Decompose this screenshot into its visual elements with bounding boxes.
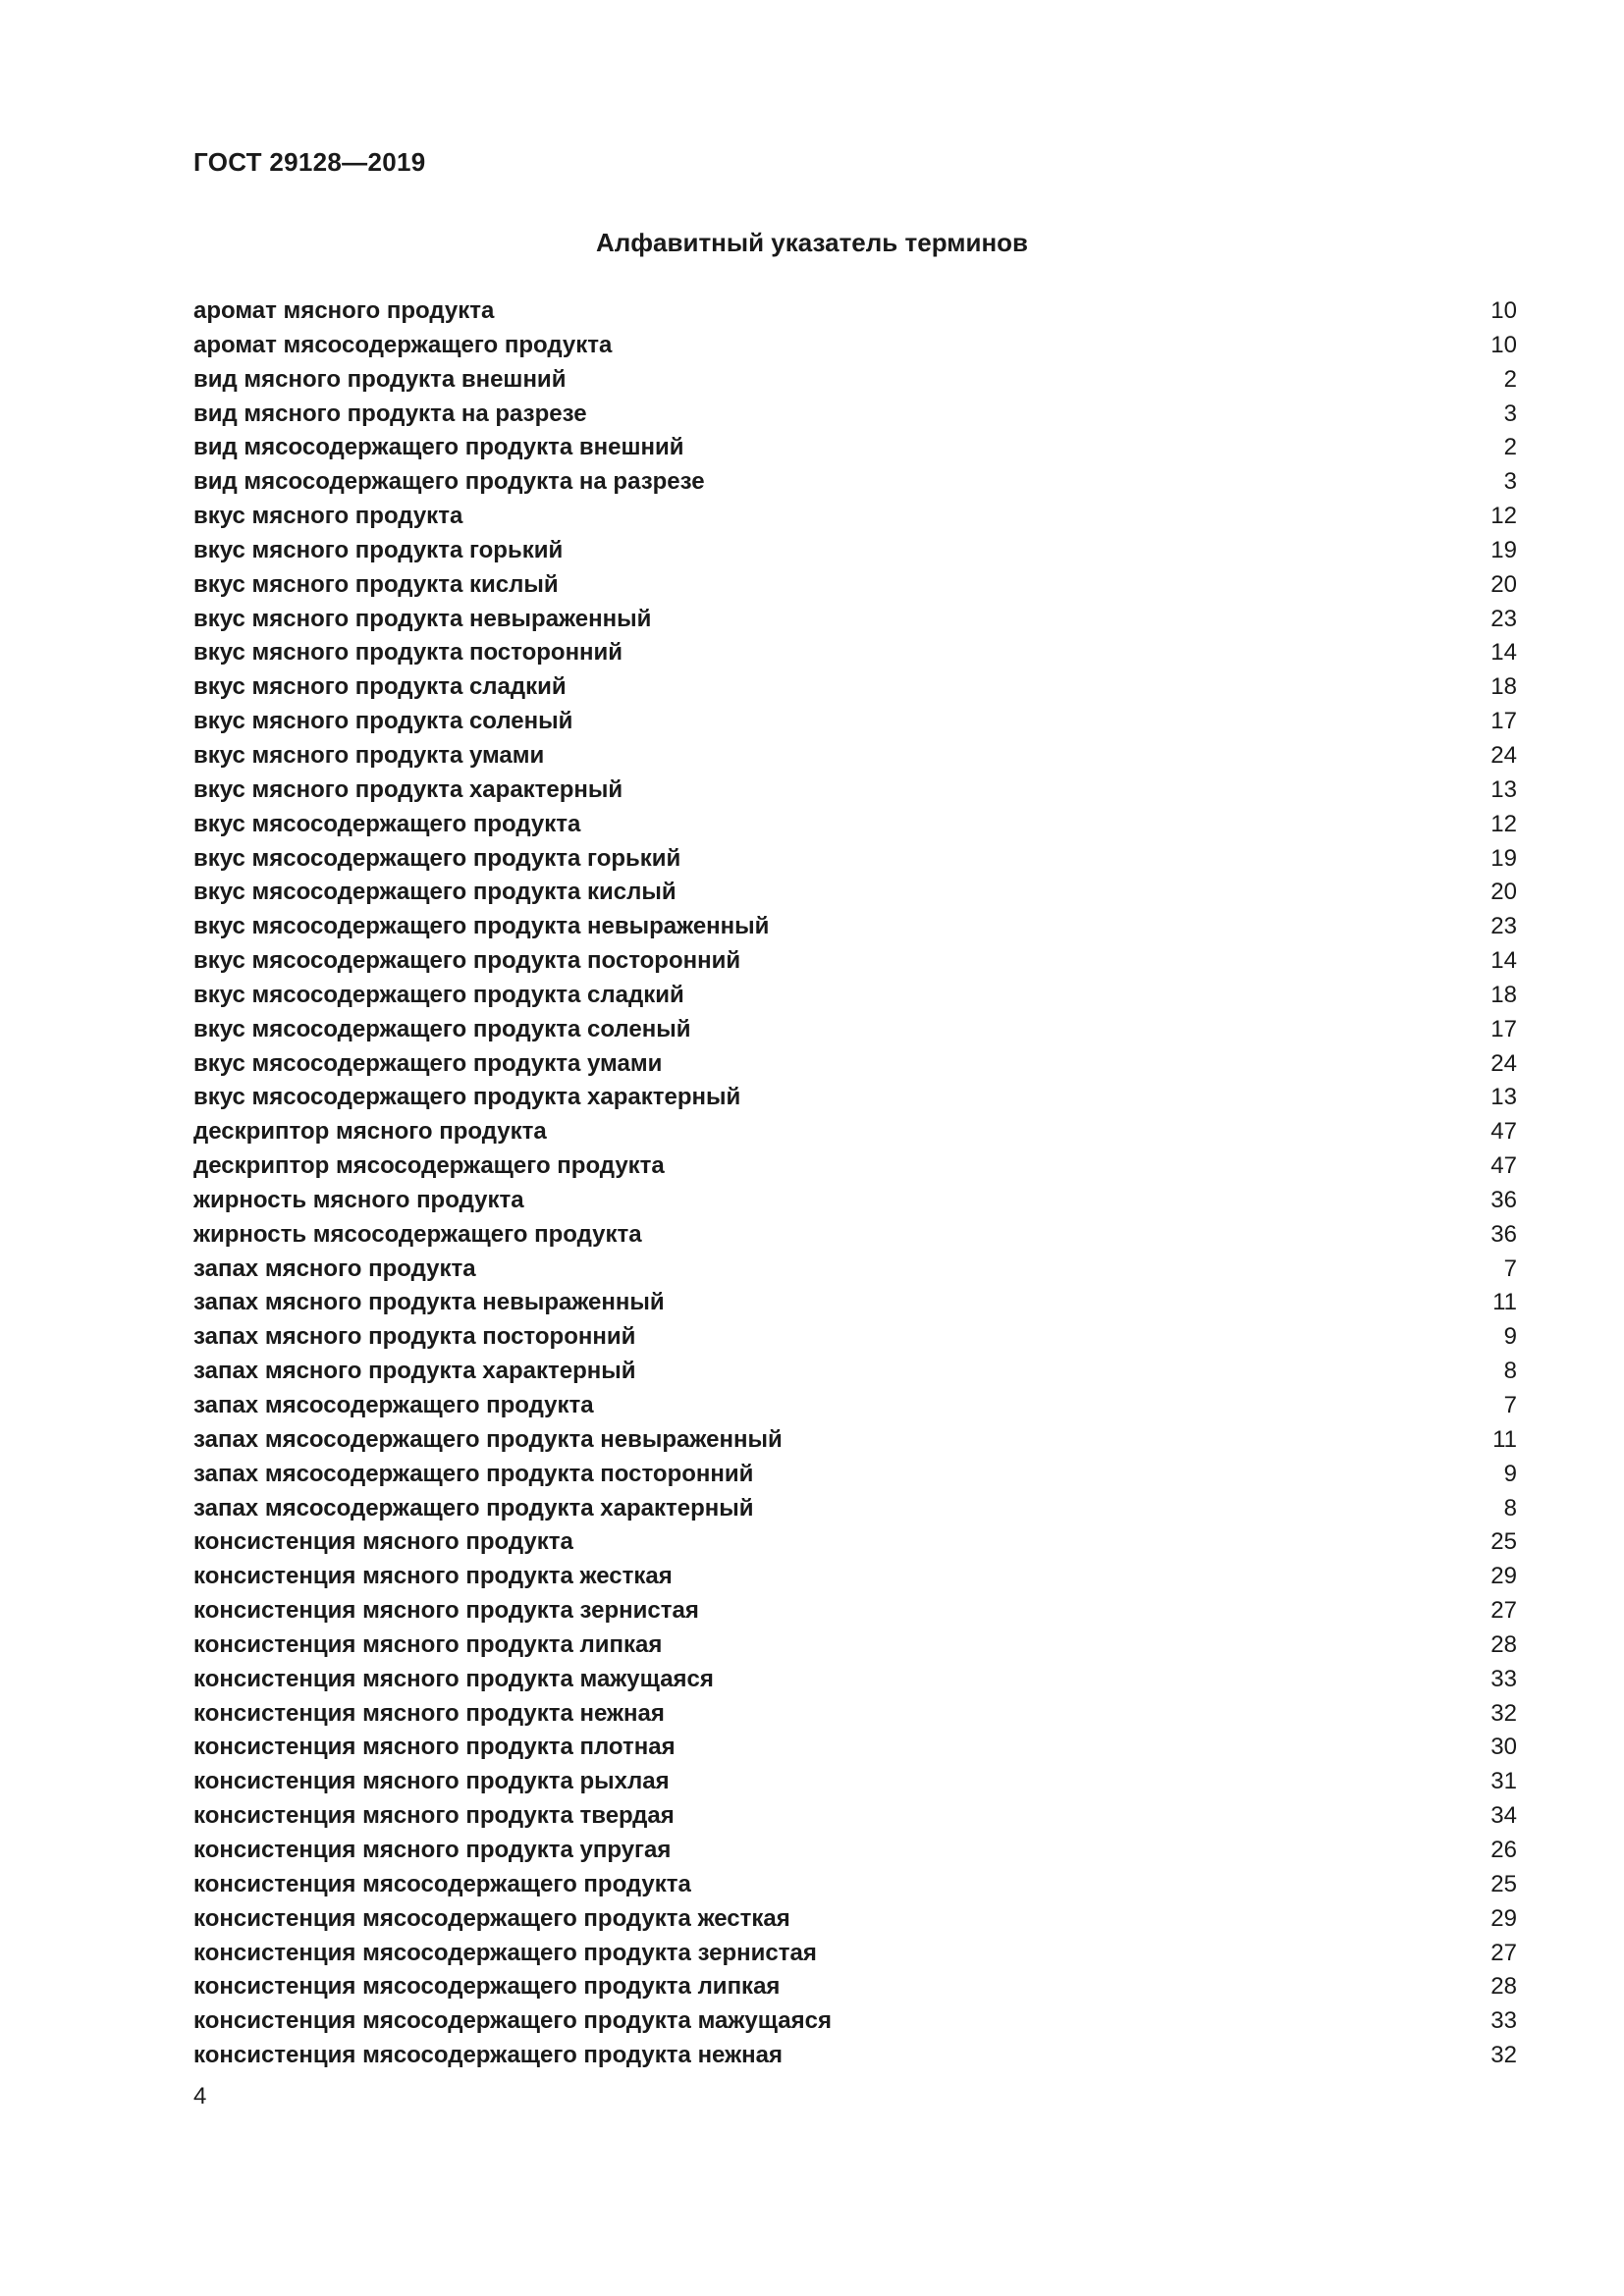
- index-term-number: 17: [1490, 708, 1517, 735]
- index-entry: [193, 774, 1517, 808]
- index-term-number: 23: [1490, 605, 1517, 632]
- index-term-number: 12: [1490, 503, 1517, 530]
- index-entry: [193, 1970, 1517, 2004]
- index-term: консистенция мясного продукта мажущаяся: [193, 1665, 714, 1692]
- index-entry: [193, 979, 1517, 1013]
- index-term: аромат мясного продукта: [193, 297, 495, 324]
- index-term-number: 25: [1490, 1870, 1517, 1897]
- index-title: Алфавитный указатель терминов: [595, 228, 1029, 257]
- index-term-number: 36: [1490, 1186, 1517, 1213]
- index-term-number: 24: [1490, 741, 1517, 769]
- index-term: вкус мясного продукта: [193, 503, 463, 530]
- index-term-number: 34: [1490, 1802, 1517, 1830]
- index-term: вкус мясосодержащего продукта сладкий: [193, 981, 684, 1008]
- index-term: дескриптор мясосодержащего продукта: [193, 1152, 665, 1180]
- index-term-number: 25: [1490, 1528, 1517, 1556]
- index-term-number: 28: [1490, 1630, 1517, 1658]
- index-term: запах мясного продукта посторонний: [193, 1323, 636, 1351]
- index-term-number: 27: [1490, 1939, 1517, 1966]
- index-term-number: 32: [1490, 2042, 1517, 2069]
- index-term: консистенция мясосодержащего продукта нежная: [193, 2042, 783, 2069]
- index-term-number: 24: [1490, 1049, 1517, 1077]
- index-term: вкус мясосодержащего продукта соленый: [193, 1015, 691, 1042]
- index-term: вкус мясосодержащего продукта посторонний: [193, 947, 741, 975]
- index-term: консистенция мясного продукта липкая: [193, 1630, 663, 1658]
- index-term: консистенция мясного продукта: [193, 1528, 573, 1556]
- index-entry: [193, 603, 1517, 637]
- index-entry: [193, 2004, 1517, 2039]
- index-term-number: 14: [1490, 947, 1517, 975]
- index-term: консистенция мясного продукта нежная: [193, 1699, 665, 1727]
- index-term-number: 33: [1490, 2007, 1517, 2035]
- index-entry: [193, 808, 1517, 842]
- index-term-number: 26: [1490, 1836, 1517, 1863]
- index-entry: [193, 910, 1517, 944]
- index-term: консистенция мясосодержащего продукта мажущаяся: [193, 2007, 832, 2035]
- index-entry: [193, 568, 1517, 603]
- index-entry: [193, 1423, 1517, 1458]
- index-term-number: 11: [1492, 1425, 1517, 1453]
- index-term-number: 18: [1490, 673, 1517, 701]
- document-code: ГОСТ 29128—2019: [193, 147, 426, 177]
- index-entry: [193, 1834, 1517, 1868]
- index-entry: [193, 363, 1517, 398]
- index-term: аромат мясосодержащего продукта: [193, 331, 613, 358]
- index-term-number: 29: [1490, 1563, 1517, 1590]
- index-entry: [193, 1560, 1517, 1594]
- index-term: вкус мясосодержащего продукта кислый: [193, 879, 677, 906]
- index-term-number: 7: [1503, 1392, 1517, 1418]
- index-entry: [193, 329, 1517, 363]
- index-term-number: 29: [1490, 1904, 1517, 1932]
- index-term: вкус мясосодержащего продукта невыраженный: [193, 913, 770, 940]
- index-term: вкус мясного продукта кислый: [193, 570, 559, 598]
- index-term: консистенция мясосодержащего продукта: [193, 1870, 691, 1897]
- index-entry: [193, 1218, 1517, 1253]
- index-term: запах мясосодержащего продукта: [193, 1392, 594, 1418]
- index-term: консистенция мясного продукта рыхлая: [193, 1768, 670, 1795]
- index-entry: [193, 1013, 1517, 1047]
- index-entry: [193, 294, 1517, 329]
- index-entry: [193, 1320, 1517, 1355]
- index-entry: [193, 1047, 1517, 1082]
- index-entry: [193, 1594, 1517, 1629]
- index-term-number: 13: [1490, 775, 1517, 803]
- index-term-number: 11: [1492, 1289, 1517, 1316]
- index-term-number: 47: [1490, 1152, 1517, 1180]
- index-term: вкус мясного продукта соленый: [193, 708, 573, 735]
- index-entry: [193, 1525, 1517, 1560]
- index-term-number: 3: [1503, 400, 1517, 427]
- index-term: вкус мясного продукта умами: [193, 741, 545, 769]
- index-term: вкус мясного продукта сладкий: [193, 673, 567, 701]
- index-entry: [193, 670, 1517, 705]
- index-entry: [193, 1697, 1517, 1732]
- index-term-number: 3: [1503, 468, 1517, 496]
- index-term: вкус мясосодержащего продукта: [193, 810, 581, 837]
- index-term: консистенция мясного продукта жесткая: [193, 1563, 673, 1590]
- index-term-number: 13: [1490, 1084, 1517, 1111]
- index-entry: [193, 1902, 1517, 1937]
- index-term: вкус мясного продукта горький: [193, 536, 564, 563]
- index-term-number: 19: [1490, 536, 1517, 563]
- index-entry: [193, 431, 1517, 465]
- index-entry: [193, 705, 1517, 739]
- index-term-number: 12: [1490, 810, 1517, 837]
- index-entry: [193, 1115, 1517, 1149]
- index-term-number: 8: [1503, 1358, 1517, 1385]
- index-term: консистенция мясного продукта упругая: [193, 1836, 672, 1863]
- index-term: консистенция мясосодержащего продукта зернистая: [193, 1939, 817, 1966]
- index-term-number: 31: [1490, 1768, 1517, 1795]
- index-entry: [193, 1937, 1517, 1971]
- index-entry: [193, 1629, 1517, 1663]
- index-entry: [193, 1389, 1517, 1423]
- index-entry: [193, 1663, 1517, 1697]
- index-entry: [193, 1184, 1517, 1218]
- index-entry: [193, 1253, 1517, 1287]
- index-term: консистенция мясосодержащего продукта липкая: [193, 1973, 781, 2001]
- index-entry: [193, 1492, 1517, 1526]
- index-term-number: 9: [1503, 1460, 1517, 1487]
- index-entry: [193, 398, 1517, 432]
- index-term-number: 2: [1503, 365, 1517, 393]
- index-term: вкус мясосодержащего продукта умами: [193, 1049, 663, 1077]
- index-term-number: 47: [1490, 1118, 1517, 1146]
- index-term: консистенция мясного продукта зернистая: [193, 1597, 699, 1625]
- index-term-number: 8: [1503, 1494, 1517, 1522]
- index-term-number: 20: [1490, 879, 1517, 906]
- index-entry: [193, 1458, 1517, 1492]
- index-term: вид мясосодержащего продукта на разрезе: [193, 468, 705, 496]
- index-term-number: 7: [1503, 1255, 1517, 1282]
- index-term-number: 10: [1490, 297, 1517, 324]
- index-entry: [193, 739, 1517, 774]
- index-entry: [193, 1149, 1517, 1184]
- index-term: запах мясосодержащего продукта посторонний: [193, 1460, 754, 1487]
- index-entry: [193, 1799, 1517, 1834]
- index-term-number: 23: [1490, 913, 1517, 940]
- index-term: запах мясного продукта невыраженный: [193, 1289, 665, 1316]
- index-entry: [193, 500, 1517, 534]
- index-term: консистенция мясного продукта плотная: [193, 1734, 676, 1761]
- index-term: запах мясосодержащего продукта невыраженный: [193, 1425, 783, 1453]
- index-term-number: 28: [1490, 1973, 1517, 2001]
- index-term: консистенция мясного продукта твердая: [193, 1802, 675, 1830]
- index-term-number: 36: [1490, 1220, 1517, 1248]
- index-entry: [193, 944, 1517, 979]
- index-term: вкус мясосодержащего продукта горький: [193, 844, 681, 872]
- index-term-number: 20: [1490, 570, 1517, 598]
- index-term-number: 33: [1490, 1665, 1517, 1692]
- index-term: вкус мясного продукта посторонний: [193, 639, 623, 667]
- index-entry: [193, 636, 1517, 670]
- index-term-number: 32: [1490, 1699, 1517, 1727]
- index-term-number: 27: [1490, 1597, 1517, 1625]
- index-entry: [193, 1081, 1517, 1115]
- index-term: запах мясного продукта характерный: [193, 1358, 636, 1385]
- index-entry: [193, 1286, 1517, 1320]
- index-term: вид мясного продукта внешний: [193, 365, 567, 393]
- index-entry: [193, 2039, 1517, 2073]
- index-entry: [193, 1731, 1517, 1765]
- index-term: вид мясного продукта на разрезе: [193, 400, 587, 427]
- term-index-list: [193, 294, 1517, 2073]
- index-term: запах мясного продукта: [193, 1255, 476, 1282]
- index-term-number: 18: [1490, 981, 1517, 1008]
- index-term: консистенция мясосодержащего продукта жесткая: [193, 1904, 790, 1932]
- index-term-number: 9: [1503, 1323, 1517, 1351]
- index-entry: [193, 876, 1517, 910]
- index-term: жирность мясного продукта: [193, 1186, 524, 1213]
- index-term: жирность мясосодержащего продукта: [193, 1220, 642, 1248]
- index-term-number: 14: [1490, 639, 1517, 667]
- index-term-number: 17: [1490, 1015, 1517, 1042]
- index-entry: [193, 465, 1517, 500]
- index-term: вкус мясосодержащего продукта характерный: [193, 1084, 741, 1111]
- page-number: 4: [193, 2083, 207, 2109]
- index-term: запах мясосодержащего продукта характерный: [193, 1494, 754, 1522]
- index-term: дескриптор мясного продукта: [193, 1118, 547, 1146]
- index-term: вкус мясного продукта характерный: [193, 775, 623, 803]
- index-entry: [193, 1868, 1517, 1902]
- index-entry: [193, 1355, 1517, 1389]
- index-term: вкус мясного продукта невыраженный: [193, 605, 652, 632]
- index-term: вид мясосодержащего продукта внешний: [193, 434, 684, 461]
- index-term-number: 19: [1490, 844, 1517, 872]
- index-term-number: 10: [1490, 331, 1517, 358]
- index-term-number: 30: [1490, 1734, 1517, 1761]
- index-entry: [193, 1765, 1517, 1799]
- index-entry: [193, 534, 1517, 568]
- index-entry: [193, 842, 1517, 877]
- index-term-number: 2: [1503, 434, 1517, 461]
